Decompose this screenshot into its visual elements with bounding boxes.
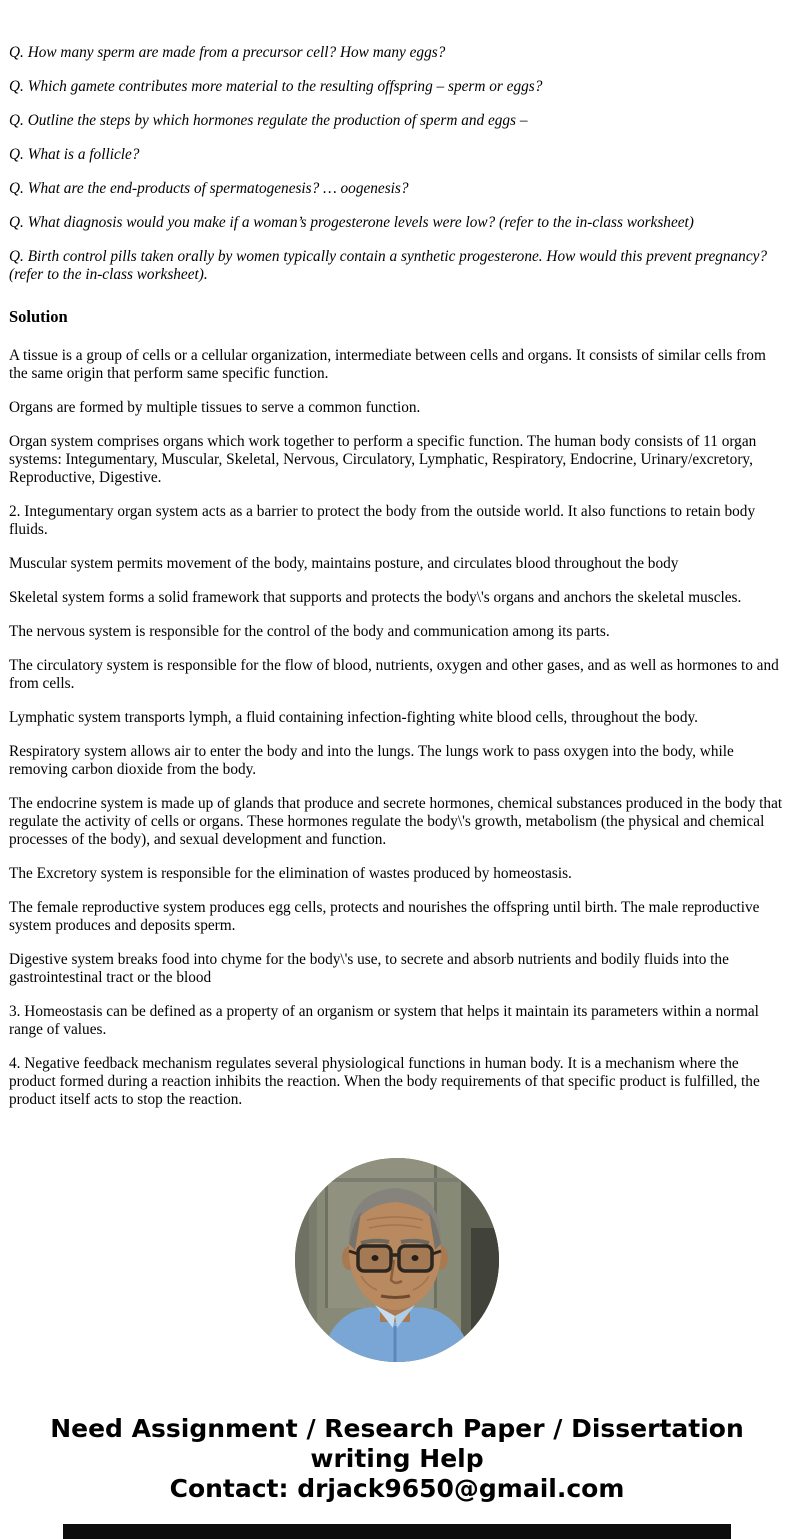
question-item: Q. What are the end-products of spermatogenesis? … oogenesis? <box>9 180 409 197</box>
solution-heading: Solution <box>9 307 68 326</box>
solution-paragraph: The endocrine system is made up of glands that produce and secrete hormones, chemical substances produced in the body that regulate the activity of cells or organs. These hormones regulate the body\'s growth, metabolism (the physical and chemical processes of the body), and sexual development and function. <box>9 795 783 848</box>
footer-contact-email: Contact: drjack9650@gmail.com <box>169 1474 625 1503</box>
solution-paragraph: Lymphatic system transports lymph, a fluid containing infection-fighting white blood cells, throughout the body. <box>9 709 698 726</box>
questions-section <box>9 44 785 284</box>
footer-heading: Need Assignment / Research Paper / Dissertation writing Help <box>50 1414 744 1473</box>
solution-paragraph: The Excretory system is responsible for the elimination of wastes produced by homeostasis. <box>9 865 572 882</box>
solution-paragraph: A tissue is a group of cells or a cellular organization, intermediate between cells and organs. It consists of similar cells from the same origin that perform same specific function. <box>9 347 766 382</box>
footer-section <box>9 1414 785 1504</box>
bottom-bar <box>63 1524 731 1539</box>
tutor-portrait-image <box>295 1158 499 1362</box>
solution-paragraph: The nervous system is responsible for the control of the body and communication among its parts. <box>9 623 610 640</box>
solution-paragraph: Organs are formed by multiple tissues to serve a common function. <box>9 399 421 416</box>
tutor-portrait-photo <box>295 1158 499 1362</box>
solution-paragraph: The circulatory system is responsible for the flow of blood, nutrients, oxygen and other gases, and as well as hormones to and from cells. <box>9 657 779 692</box>
solution-paragraph: Respiratory system allows air to enter the body and into the lungs. The lungs work to pass oxygen into the body, while removing carbon dioxide from the body. <box>9 743 734 778</box>
solution-paragraph: Skeletal system forms a solid framework that supports and protects the body\'s organs and anchors the skeletal muscles. <box>9 589 742 606</box>
solution-section <box>9 347 785 1109</box>
question-item: Q. Birth control pills taken orally by women typically contain a synthetic progesterone. How would this prevent pregnancy? (refer to the in-class worksheet). <box>9 248 768 283</box>
solution-paragraph: Organ system comprises organs which work together to perform a specific function. The human body consists of 11 organ systems: Integumentary, Muscular, Skeletal, Nervous, Circulatory, Lymphatic, Respiratory, Endocrine, Urinary/excretory, Reproductive, Digestive. <box>9 433 757 486</box>
question-item: Q. Which gamete contributes more material to the resulting offspring – sperm or eggs? <box>9 78 543 95</box>
question-item: Q. How many sperm are made from a precursor cell? How many eggs? <box>9 44 446 61</box>
question-item: Q. Outline the steps by which hormones regulate the production of sperm and eggs – <box>9 112 528 129</box>
solution-paragraph: Muscular system permits movement of the body, maintains posture, and circulates blood throughout the body <box>9 555 679 572</box>
solution-paragraph: 3. Homeostasis can be defined as a property of an organism or system that helps it maintain its parameters within a normal range of values. <box>9 1003 759 1038</box>
question-item: Q. What is a follicle? <box>9 146 140 163</box>
solution-paragraph: 4. Negative feedback mechanism regulates several physiological functions in human body. It is a mechanism where the product formed during a reaction inhibits the reaction. When the body requirements of that specific product is fulfilled, the product itself acts to stop the reaction. <box>9 1055 760 1108</box>
solution-paragraph: Digestive system breaks food into chyme for the body\'s use, to secrete and absorb nutrients and bodily fluids into the gastrointestinal tract or the blood <box>9 951 729 986</box>
solution-paragraph: The female reproductive system produces egg cells, protects and nourishes the offspring until birth. The male reproductive system produces and deposits sperm. <box>9 899 760 934</box>
solution-paragraph: 2. Integumentary organ system acts as a barrier to protect the body from the outside world. It also functions to retain body fluids. <box>9 503 756 538</box>
question-item: Q. What diagnosis would you make if a woman’s progesterone levels were low? (refer to the in-class worksheet) <box>9 214 694 231</box>
